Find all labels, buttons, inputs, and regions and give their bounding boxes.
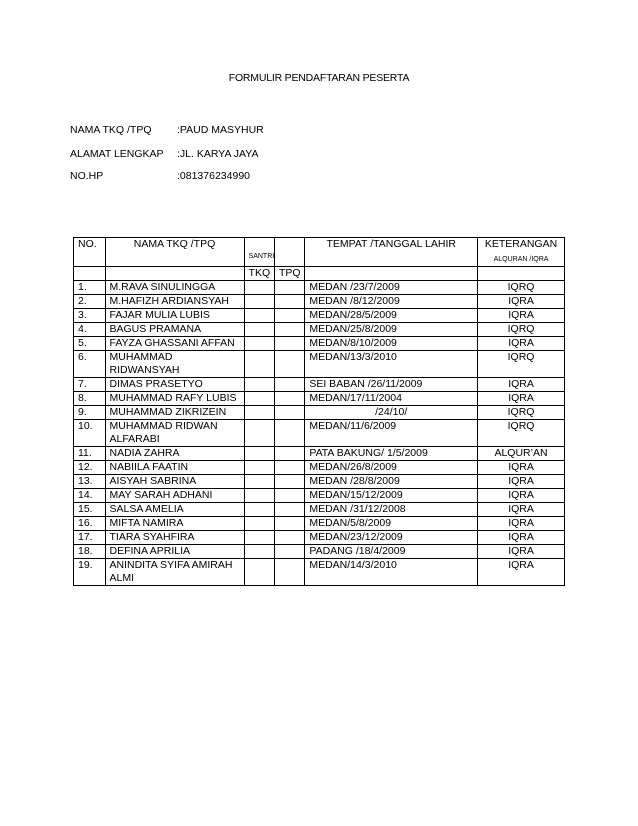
cell-keterangan: IQRA [478, 378, 565, 392]
registration-table [73, 237, 565, 586]
cell-name: MUHAMMAD ZIKRIZEIN [105, 406, 244, 420]
cell-tkq [244, 337, 274, 351]
cell-ttl: MEDAN/5/8/2009 [305, 517, 478, 531]
table-row [74, 337, 565, 351]
cell-tkq [244, 517, 274, 531]
cell-tkq [244, 378, 274, 392]
table-row [74, 517, 565, 531]
cell-tpq [274, 378, 304, 392]
cell-ttl: MEDAN/23/12/2009 [305, 531, 478, 545]
cell-keterangan: IQRA [478, 503, 565, 517]
cell-no: 14. [74, 489, 106, 503]
table-row [74, 461, 565, 475]
header-keterangan-label: KETERANGAN [484, 238, 558, 250]
cell-tkq [244, 475, 274, 489]
cell-keterangan: IQRA [478, 461, 565, 475]
subheader-blank [478, 267, 565, 281]
cell-tpq [274, 559, 304, 586]
table-row [74, 489, 565, 503]
cell-keterangan: IQRA [478, 295, 565, 309]
table-row [74, 503, 565, 517]
table-row [74, 545, 565, 559]
cell-name: M.RAVA SINULINGGA [105, 281, 244, 295]
subheader-blank [305, 267, 478, 281]
table-row [74, 531, 565, 545]
cell-ttl: MEDAN/25/8/2009 [305, 323, 478, 337]
cell-name: NABIILA FAATIN [105, 461, 244, 475]
cell-no: 4. [74, 323, 106, 337]
cell-tkq [244, 503, 274, 517]
table-row [74, 406, 565, 420]
cell-no: 12. [74, 461, 106, 475]
subheader-blank [105, 267, 244, 281]
cell-tkq [244, 489, 274, 503]
table-row [74, 378, 565, 392]
cell-keterangan: IQRQ [478, 323, 565, 337]
info-value: :JL. KARYA JAYA [177, 148, 259, 160]
cell-tkq [244, 461, 274, 475]
cell-ttl: MEDAN /28/8/2009 [305, 475, 478, 489]
cell-name: AISYAH SABRINA [105, 475, 244, 489]
cell-tpq [274, 447, 304, 461]
cell-name: DEFINA APRILIA [105, 545, 244, 559]
cell-ttl: /24/10/ [305, 406, 478, 420]
cell-name: ANINDITA SYIFA AMIRAH ALMI [105, 559, 244, 586]
cell-tpq [274, 531, 304, 545]
cell-no: 16. [74, 517, 106, 531]
cell-name: FAJAR MULIA LUBIS [105, 309, 244, 323]
cell-tpq [274, 337, 304, 351]
cell-ttl: MEDAN /31/12/2008 [305, 503, 478, 517]
table-row [74, 475, 565, 489]
header-keterangan [478, 238, 565, 267]
table-row [74, 351, 565, 378]
cell-tpq [274, 406, 304, 420]
cell-tkq [244, 531, 274, 545]
table-row [74, 281, 565, 295]
cell-tpq [274, 420, 304, 447]
cell-name: TIARA SYAHFIRA [105, 531, 244, 545]
cell-name: MIFTA NAMIRA [105, 517, 244, 531]
cell-ttl: MEDAN/17/11/2004 [305, 392, 478, 406]
cell-name: MUHAMMAD RAFY LUBIS [105, 392, 244, 406]
cell-tpq [274, 461, 304, 475]
cell-no: 6. [74, 351, 106, 378]
cell-no: 1. [74, 281, 106, 295]
cell-tkq [244, 447, 274, 461]
cell-no: 2. [74, 295, 106, 309]
table-header-row [74, 238, 565, 267]
info-label: NAMA TKQ /TPQ [70, 124, 152, 136]
header-santri-label: SANTRI [248, 253, 275, 260]
info-label: ALAMAT LENGKAP [70, 148, 164, 160]
cell-keterangan: IQRA [478, 531, 565, 545]
cell-tpq [274, 295, 304, 309]
cell-tpq [274, 489, 304, 503]
cell-tkq [244, 295, 274, 309]
cell-ttl: MEDAN/8/10/2009 [305, 337, 478, 351]
cell-no: 3. [74, 309, 106, 323]
cell-keterangan: IQRQ [478, 406, 565, 420]
cell-tpq [274, 309, 304, 323]
table-row [74, 559, 565, 586]
table-row [74, 323, 565, 337]
cell-keterangan: IQRA [478, 517, 565, 531]
cell-tpq [274, 351, 304, 378]
cell-tpq [274, 545, 304, 559]
info-value: :081376234990 [177, 170, 250, 182]
header-no: NO. [74, 238, 106, 267]
cell-no: 18. [74, 545, 106, 559]
cell-keterangan: IQRQ [478, 351, 565, 378]
header-tkq: TKQ [244, 267, 274, 281]
cell-no: 5. [74, 337, 106, 351]
cell-tkq [244, 351, 274, 378]
cell-tpq [274, 281, 304, 295]
table-row [74, 447, 565, 461]
cell-no: 19. [74, 559, 106, 586]
cell-tpq [274, 503, 304, 517]
header-keterangan-sub: ALQURAN /IQRA [493, 256, 549, 263]
cell-name: FAYZA GHASSANI AFFAN [105, 337, 244, 351]
header-santri [244, 238, 274, 267]
cell-name: MAY SARAH ADHANI [105, 489, 244, 503]
cell-name: NADIA ZAHRA [105, 447, 244, 461]
cell-keterangan: IQRA [478, 392, 565, 406]
table-row [74, 295, 565, 309]
cell-name: MUHAMMAD RIDWANSYAH [105, 351, 244, 378]
info-label: NO.HP [70, 170, 104, 182]
cell-ttl: MEDAN/13/3/2010 [305, 351, 478, 378]
cell-tkq [244, 281, 274, 295]
cell-ttl: MEDAN/14/3/2010 [305, 559, 478, 586]
header-name: NAMA TKQ /TPQ [105, 238, 244, 267]
cell-ttl: MEDAN/26/8/2009 [305, 461, 478, 475]
cell-tkq [244, 323, 274, 337]
table-row [74, 392, 565, 406]
cell-no: 8. [74, 392, 106, 406]
cell-no: 10. [74, 420, 106, 447]
cell-name: DIMAS PRASETYO [105, 378, 244, 392]
cell-tkq [244, 420, 274, 447]
cell-tkq [244, 392, 274, 406]
cell-ttl: MEDAN/28/5/2009 [305, 309, 478, 323]
form-title: FORMULIR PENDAFTARAN PESERTA [228, 72, 410, 84]
header-ttl: TEMPAT /TANGGAL LAHIR [305, 238, 478, 267]
table-row [74, 420, 565, 447]
cell-keterangan: ALQUR’AN [478, 447, 565, 461]
subheader-blank [74, 267, 106, 281]
cell-tkq [244, 545, 274, 559]
cell-ttl: MEDAN /23/7/2009 [305, 281, 478, 295]
cell-tpq [274, 517, 304, 531]
cell-no: 15. [74, 503, 106, 517]
cell-no: 7. [74, 378, 106, 392]
header-santri-blank [274, 238, 304, 267]
cell-tkq [244, 406, 274, 420]
cell-name: SALSA AMELIA [105, 503, 244, 517]
cell-keterangan: IQRA [478, 475, 565, 489]
cell-tkq [244, 309, 274, 323]
cell-keterangan: IQRA [478, 489, 565, 503]
cell-keterangan: IQRA [478, 545, 565, 559]
info-value: :PAUD MASYHUR [177, 124, 264, 136]
cell-no: 9. [74, 406, 106, 420]
cell-tpq [274, 475, 304, 489]
cell-keterangan: IQRQ [478, 420, 565, 447]
cell-ttl: MEDAN /8/12/2009 [305, 295, 478, 309]
cell-name: M.HAFIZH ARDIANSYAH [105, 295, 244, 309]
cell-keterangan: IQRA [478, 559, 565, 586]
cell-keterangan: IQRA [478, 337, 565, 351]
cell-no: 11. [74, 447, 106, 461]
cell-tkq [244, 559, 274, 586]
cell-no: 17. [74, 531, 106, 545]
cell-keterangan: IQRA [478, 309, 565, 323]
cell-ttl: SEI BABAN /26/11/2009 [305, 378, 478, 392]
cell-ttl: PATA BAKUNG/ 1/5/2009 [305, 447, 478, 461]
cell-keterangan: IQRQ [478, 281, 565, 295]
table-row [74, 309, 565, 323]
cell-name: MUHAMMAD RIDWAN ALFARABI [105, 420, 244, 447]
table-subheader-row [74, 267, 565, 281]
cell-name: BAGUS PRAMANA [105, 323, 244, 337]
header-tpq: TPQ [274, 267, 304, 281]
cell-ttl: MEDAN/15/12/2009 [305, 489, 478, 503]
cell-no: 13. [74, 475, 106, 489]
cell-ttl: PADANG /18/4/2009 [305, 545, 478, 559]
cell-ttl: MEDAN/11/6/2009 [305, 420, 478, 447]
cell-tpq [274, 323, 304, 337]
cell-tpq [274, 392, 304, 406]
